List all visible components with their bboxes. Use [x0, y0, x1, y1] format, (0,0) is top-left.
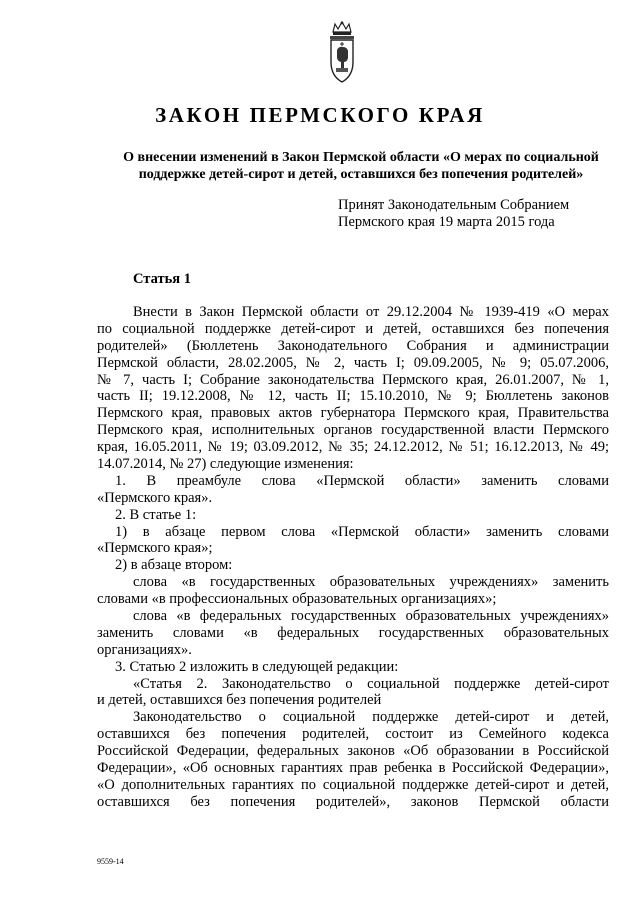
body-line: 1. В преамбуле слова «Пермской области» заменить словами — [115, 472, 609, 489]
body-line: 2. В статье 1: — [115, 506, 197, 523]
coat-of-arms-emblem — [327, 20, 357, 84]
body-line: 3. Статью 2 изложить в следующей редакции: — [115, 658, 399, 675]
subtitle-line: О внесении изменений в Закон Пермской области «О мерах по социальной — [123, 150, 599, 165]
adoption-note — [338, 197, 638, 231]
body-line: «Пермского края». — [97, 489, 213, 506]
subtitle-line: поддержке детей-сирот и детей, оставшихся без попечения родителей» — [138, 166, 584, 182]
body-line: Федерации», «Об основных гарантиях прав ребенка в Российской Федерации», — [97, 760, 609, 777]
law-title: ЗАКОН ПЕРМСКОГО КРАЯ — [155, 103, 485, 127]
body-line: слова «в федеральных государственных образовательных учреждениях» — [133, 608, 609, 625]
body-line: 14.07.2014, № 27) следующие изменения: — [97, 456, 354, 473]
body-line: и детей, оставшихся без попечения родителей — [97, 692, 382, 709]
body-line: по социальной поддержке детей-сирот и детей, оставшихся без попечения — [97, 320, 609, 337]
article-body — [97, 304, 609, 811]
body-line: Пермской области, 28.02.2005, № 2, часть I; 09.09.2005, № 9; 05.07.2006, — [97, 354, 609, 371]
adoption-line: Пермского края 19 марта 2015 года — [338, 213, 555, 230]
body-line: часть II; 19.12.2008, № 12, часть II; 15.10.2010, № 9; Бюллетень законов — [97, 388, 609, 405]
body-line: «Статья 2. Законодательство о социальной поддержке детей-сирот — [133, 675, 609, 692]
body-line: Пермского края, правовых актов губернатора Пермского края, Правительства — [97, 405, 609, 422]
body-line: края, 16.05.2011, № 19; 03.09.2012, № 35; 24.12.2012, № 51; 16.12.2013, № 49; — [97, 439, 609, 456]
body-line: 2) в абзаце втором: — [115, 557, 233, 574]
body-line: № 7, часть I; Собрание законодательства Пермского края, 26.01.2007, № 1, — [97, 371, 609, 388]
body-line: словами «в профессиональных образовательных организациях»; — [97, 591, 497, 608]
adoption-line: Принят Законодательным Собранием — [338, 197, 570, 213]
article-heading: Статья 1 — [133, 271, 191, 287]
body-line: Внести в Закон Пермской области от 29.12.2004 № 1939-419 «О мерах — [133, 304, 609, 320]
body-line: организациях». — [97, 641, 192, 658]
law-subtitle — [86, 150, 636, 184]
body-line: 1) в абзаце первом слова «Пермской области» заменить словами — [115, 523, 609, 540]
body-line: родителей» (Бюллетень Законодательного Собрания и администрации — [97, 337, 609, 354]
body-line: оставшихся без попечения родителей», законов Пермской области — [97, 793, 609, 810]
body-line: заменить словами «в федеральных государственных образовательных — [97, 624, 609, 641]
body-line: Пермского края, исполнительных органов государственной власти Пермского — [97, 422, 609, 439]
document-code: 9559-14 — [97, 857, 124, 866]
body-line: «О дополнительных гарантиях по социальной поддержке детей-сирот и детей, — [97, 776, 609, 793]
body-line: «Пермского края»; — [97, 540, 213, 557]
body-line: Российской Федерации, федеральных законов «Об образовании в Российской — [97, 743, 609, 760]
body-line: оставшихся без попечения родителей, состоит из Семейного кодекса — [97, 726, 609, 743]
body-line: Законодательство о социальной поддержке детей-сирот и детей, — [133, 709, 609, 726]
body-line: слова «в государственных образовательных учреждениях» заменить — [133, 574, 609, 591]
